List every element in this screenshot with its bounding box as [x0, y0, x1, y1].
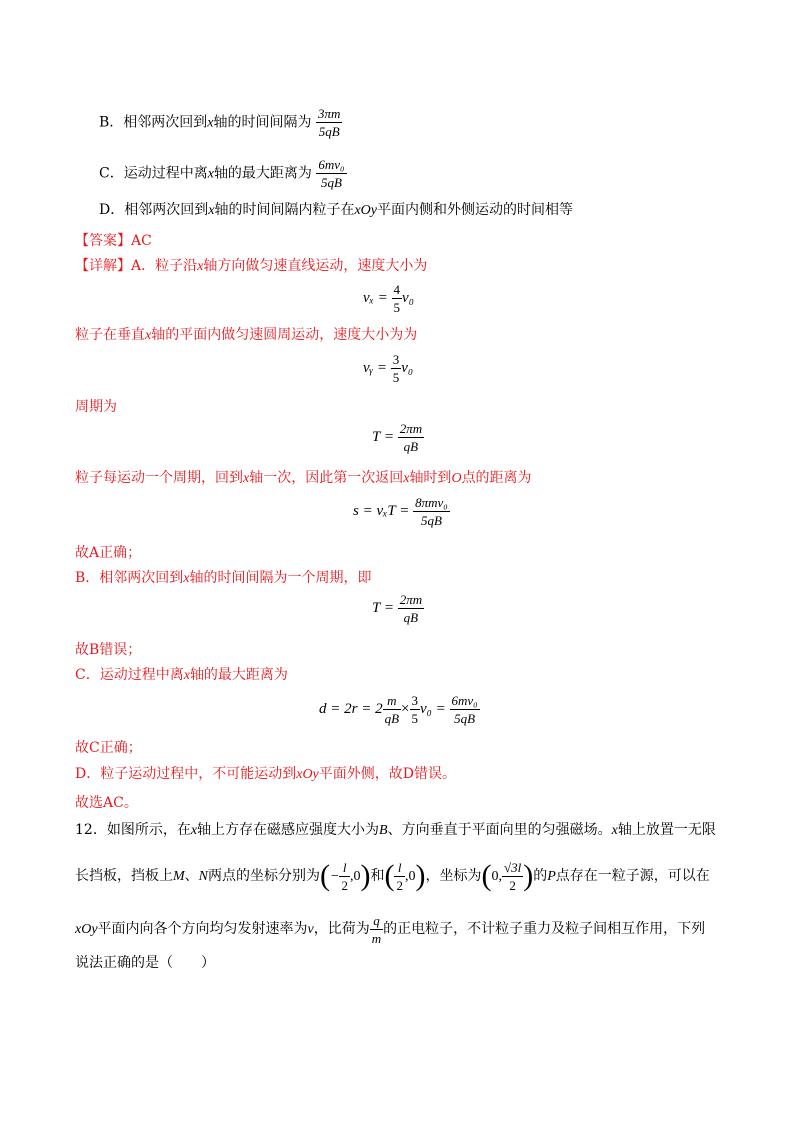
var-v: v: [307, 922, 314, 937]
detail-line-7: [75, 640, 141, 660]
detail-line-1: [75, 256, 427, 277]
frac-den: 5qB: [318, 124, 340, 139]
text: 点存在一粒子源，可以在: [555, 868, 710, 884]
frac-num: l: [394, 860, 405, 877]
text: 的正电粒子，不计粒子重力及粒子间相互作用，下列: [383, 921, 706, 937]
equation-distance: [353, 495, 450, 528]
text: 轴方向做匀速直线运动，速度大小为: [203, 258, 428, 274]
option-d: [99, 200, 573, 221]
eq-lhs: s = vₓT =: [353, 502, 410, 519]
equation-period: [372, 421, 424, 454]
eq-times: ×: [401, 700, 410, 717]
var-x: x: [611, 823, 618, 838]
text: ，坐标为: [425, 868, 482, 884]
frac-num: 6mv₀: [318, 157, 345, 172]
option-b: [99, 106, 342, 139]
frac-num: 2πm: [399, 421, 423, 436]
text: 故C正确；: [75, 740, 142, 756]
plane-xoy: xOy: [75, 922, 98, 937]
option-d-mid: 轴的时间间隔内粒子在: [214, 202, 355, 218]
detail-line-3: [75, 397, 117, 417]
var-p: P: [547, 869, 556, 884]
question-12-line-3: [75, 912, 705, 946]
detail-line-2: [75, 325, 417, 346]
var-b: B: [379, 823, 388, 838]
var-x: x: [208, 203, 215, 218]
option-c-fraction: [316, 157, 346, 190]
option-c-suffix: 轴的最大距离为: [213, 165, 312, 182]
text: 长挡板，挡板上: [75, 868, 173, 884]
option-b-prefix: B．相邻两次回到: [99, 114, 208, 131]
eq-fraction: [391, 352, 402, 385]
text: 、: [184, 868, 199, 884]
eq-fraction: [398, 592, 424, 625]
text: 轴上方存在磁感应强度大小为: [197, 822, 380, 838]
text: 轴的时间间隔为一个周期，即: [189, 570, 372, 586]
var-x: x: [403, 471, 410, 486]
detail-line-11: [75, 793, 138, 813]
equation-vy: [363, 352, 413, 385]
text: 粒子每运动一个周期，回到: [75, 470, 243, 486]
eq-part: v₀ =: [420, 700, 446, 717]
text: 平面外侧，故D错误。: [318, 766, 457, 782]
frac-den: qB: [403, 439, 419, 454]
frac-den: 5qB: [321, 175, 342, 190]
eq-part: d = 2r = 2: [319, 700, 383, 717]
detail-line-10: [75, 764, 456, 785]
m-x-fraction: [339, 860, 350, 893]
detail-line-6: [75, 568, 372, 589]
paren-open: (: [384, 859, 395, 892]
option-d-suffix: 平面内侧和外侧运动的时间相等: [377, 202, 573, 218]
equation-max-distance: [319, 693, 480, 726]
text: 点的距离为: [461, 470, 532, 486]
option-d-prefix: D．相邻两次回到: [99, 202, 209, 218]
text: 说法正确的是（ ）: [75, 955, 215, 971]
detail-line-4: [75, 468, 532, 489]
var-x: x: [207, 166, 214, 182]
text: D．粒子运动过程中，不可能运动到: [75, 766, 297, 782]
text: 故A正确；: [75, 545, 142, 561]
frac-num: 4: [393, 282, 401, 297]
text: 12．如图所示，在: [75, 822, 191, 838]
frac-den: qB: [403, 610, 419, 625]
eq-lhs: T =: [372, 599, 394, 616]
frac-den: 5qB: [420, 513, 442, 528]
equation-vx: [363, 282, 414, 315]
eq-lhs: vₓ =: [363, 289, 388, 306]
frac-num: 3: [392, 352, 400, 367]
text: 【详解】A．粒子沿: [75, 258, 198, 274]
text: 平面内向各个方向均匀发射速率为: [97, 921, 308, 937]
eq-fraction: [413, 495, 450, 528]
frac-num: √3l: [503, 859, 522, 875]
option-b-suffix: 轴的时间间隔为: [213, 114, 312, 131]
var-x: x: [145, 328, 152, 343]
paren-close: ): [360, 859, 371, 892]
eq-fraction: [410, 693, 421, 726]
text: 、方向垂直于平面向里的匀强磁场。: [387, 822, 612, 838]
question-12-line-1: [75, 820, 716, 841]
paren-close: ): [523, 859, 534, 892]
text: 轴一次，因此第一次返回: [249, 470, 404, 486]
frac-num: l: [339, 860, 350, 877]
frac-den: 5: [411, 711, 419, 726]
frac-num: q: [370, 913, 383, 930]
minus-sign: −: [330, 869, 340, 884]
text: 两点的坐标分别为: [208, 868, 321, 884]
plane-xoy: xOy: [354, 203, 377, 218]
text: 周期为: [75, 399, 117, 415]
var-o: O: [451, 471, 462, 486]
detail-line-9: [75, 738, 142, 758]
frac-den: 2: [509, 877, 516, 893]
text: 轴上放置一无限: [617, 822, 716, 838]
m-y: ,0: [349, 869, 361, 884]
frac-num: 8πmv₀: [415, 495, 448, 510]
detail-line-5: [75, 543, 141, 563]
paren-open: (: [320, 859, 331, 892]
eq-rhs: v₀: [401, 359, 414, 376]
eq-fraction: [450, 693, 480, 726]
text: C．运动过程中离: [75, 667, 184, 683]
var-x: x: [183, 571, 190, 586]
frac-num: 3πm: [317, 106, 341, 121]
text: 轴的平面内做匀速圆周运动，速度大小为为: [151, 327, 418, 343]
answer-label: 【答案】AC: [75, 233, 152, 249]
var-n: N: [198, 869, 209, 884]
frac-den: 5: [392, 370, 400, 385]
text: ，比荷为: [313, 921, 370, 937]
eq-fraction: [383, 693, 401, 726]
option-c-prefix: C．运动过程中离: [99, 165, 208, 182]
question-12-line-2: [75, 858, 710, 894]
var-x: x: [243, 471, 250, 486]
frac-den: m: [371, 930, 382, 946]
text: 轴时到: [409, 470, 452, 486]
frac-den: qB: [384, 711, 400, 726]
eq-fraction: [392, 282, 403, 315]
frac-num: 6mv₀: [451, 693, 478, 708]
frac-num: m: [383, 693, 401, 710]
plane-xoy: xOy: [296, 767, 319, 782]
p-y-fraction: [502, 860, 523, 893]
var-x: x: [190, 823, 198, 838]
text: 的: [533, 868, 548, 884]
equation-period-2: [372, 592, 424, 625]
var-x: x: [197, 259, 204, 274]
option-c: [99, 157, 347, 190]
option-b-fraction: [316, 106, 342, 139]
var-m: M: [173, 869, 185, 884]
detail-line-8: [75, 665, 288, 686]
text: 粒子在垂直: [75, 327, 145, 343]
n-x-fraction: [394, 860, 405, 893]
frac-num: 3: [411, 693, 419, 708]
question-12-line-4: [75, 953, 215, 973]
p-x: 0,: [491, 869, 502, 884]
text: 和: [370, 868, 385, 884]
charge-mass-fraction: [370, 913, 383, 946]
paren-close: ): [415, 859, 426, 892]
n-y: ,0: [404, 869, 416, 884]
frac-den: 5qB: [454, 711, 476, 726]
eq-lhs: vᵧ =: [363, 359, 387, 376]
frac-num: 2πm: [399, 592, 423, 607]
text: 故选AC。: [75, 795, 138, 811]
answer-line: [75, 231, 152, 251]
frac-den: 2: [341, 877, 348, 893]
paren-open: (: [481, 859, 492, 892]
eq-fraction: [398, 421, 424, 454]
text: B．相邻两次回到: [75, 570, 184, 586]
text: 故B错误；: [75, 642, 142, 658]
var-x: x: [183, 668, 190, 683]
frac-den: 5: [393, 300, 401, 315]
text: 轴的最大距离为: [189, 667, 288, 683]
eq-rhs: v₀: [402, 289, 414, 306]
var-x: x: [207, 115, 214, 131]
eq-lhs: T =: [372, 428, 394, 445]
frac-den: 2: [396, 877, 403, 893]
